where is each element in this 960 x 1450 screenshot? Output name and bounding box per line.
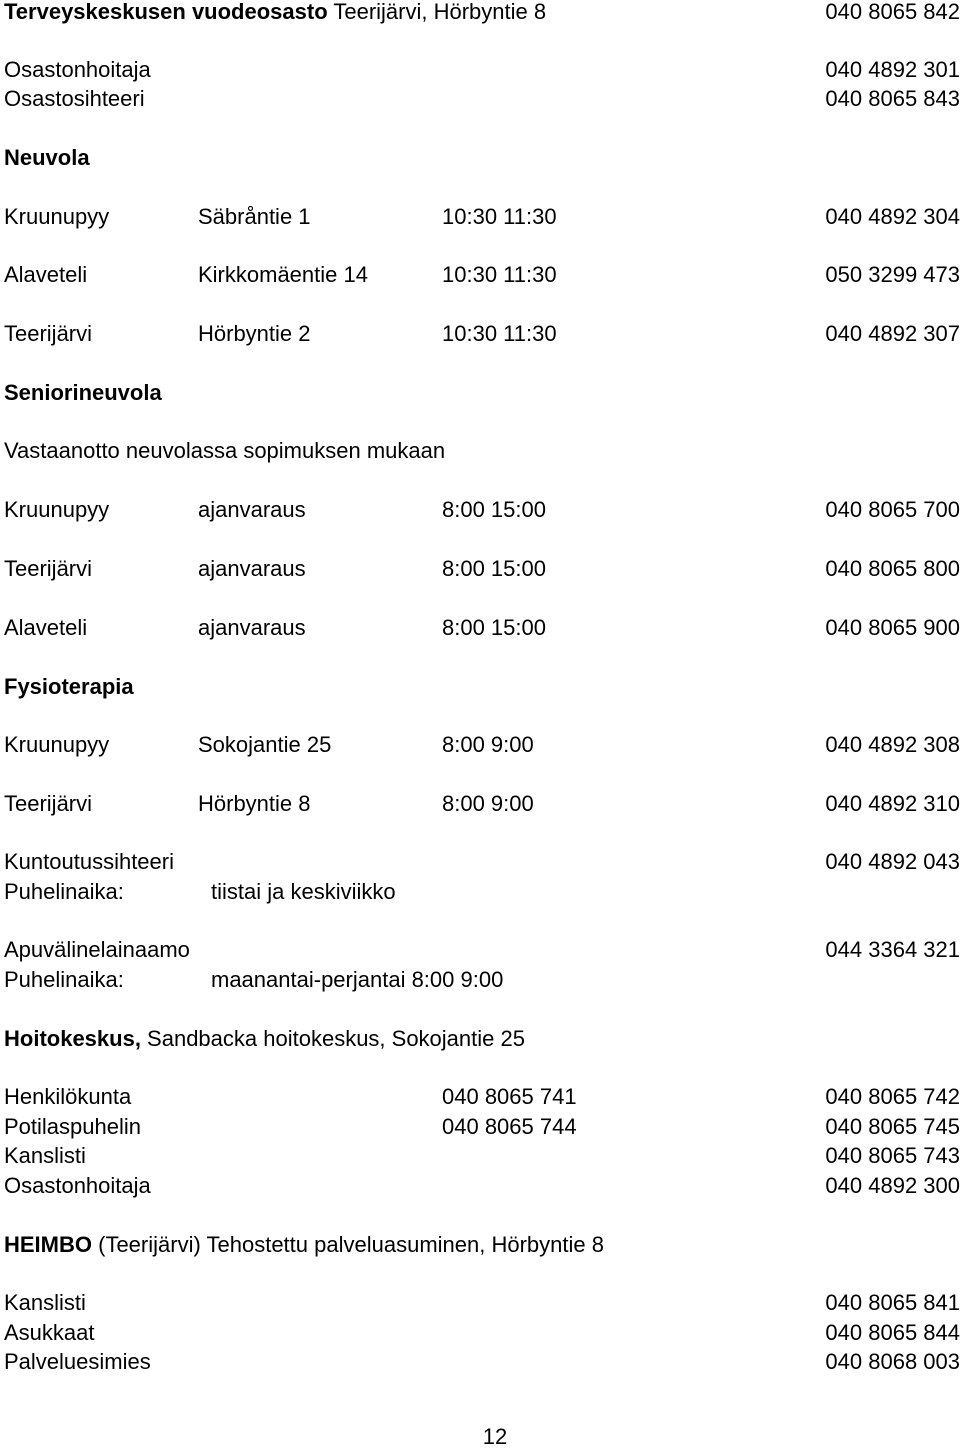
phone: 040 4892 308 bbox=[825, 732, 960, 757]
phone: 040 8065 900 bbox=[825, 615, 960, 640]
label: Potilaspuhelin bbox=[4, 1114, 141, 1139]
page-number: 12 bbox=[482, 1424, 508, 1449]
ward-phone: 040 8065 842 bbox=[825, 0, 960, 24]
table-row bbox=[4, 1320, 960, 1346]
table-row bbox=[4, 1084, 960, 1110]
opening-hours: 8:00 9:00 bbox=[442, 791, 534, 816]
opening-hours: 10:30 11:30 bbox=[442, 204, 557, 229]
address: ajanvaraus bbox=[198, 615, 306, 640]
hours-value: tiistai ja keskiviikko bbox=[211, 879, 396, 904]
table-row bbox=[4, 262, 960, 288]
phone-2: 040 8065 745 bbox=[825, 1114, 960, 1139]
label: Palveluesimies bbox=[4, 1349, 151, 1374]
label: Kanslisti bbox=[4, 1143, 86, 1168]
phone: 040 8065 800 bbox=[825, 556, 960, 581]
label: Asukkaat bbox=[4, 1320, 95, 1345]
section-heading-neuvola: Neuvola bbox=[4, 145, 90, 170]
ward-heading bbox=[4, 0, 960, 25]
ward-name: Terveyskeskusen vuodeosasto bbox=[4, 0, 328, 24]
table-row bbox=[4, 204, 960, 230]
place: Kruunupyy bbox=[4, 204, 110, 229]
place: Kruunupyy bbox=[4, 497, 110, 522]
phone: 040 4892 304 bbox=[825, 204, 960, 229]
hours-value: maanantai-perjantai 8:00 9:00 bbox=[211, 967, 504, 992]
phone: 040 4892 310 bbox=[825, 791, 960, 816]
phone: 040 8065 841 bbox=[825, 1290, 960, 1315]
seniorineuvola-note: Vastaanotto neuvolassa sopimuksen mukaan bbox=[4, 438, 446, 463]
ward-address: Teerijärvi, Hörbyntie 8 bbox=[333, 0, 547, 24]
phone-2: 040 8065 743 bbox=[825, 1143, 960, 1168]
opening-hours: 8:00 9:00 bbox=[442, 732, 534, 757]
opening-hours: 8:00 15:00 bbox=[442, 556, 546, 581]
table-row bbox=[4, 497, 960, 523]
opening-hours: 8:00 15:00 bbox=[442, 497, 546, 522]
label: Osastonhoitaja bbox=[4, 1173, 151, 1198]
equipment-hours-row bbox=[4, 967, 960, 993]
table-row bbox=[4, 791, 960, 817]
section-heading-seniorineuvola: Seniorineuvola bbox=[4, 380, 162, 405]
address: Hörbyntie 2 bbox=[198, 321, 311, 346]
section-heading-fysioterapia: Fysioterapia bbox=[4, 674, 134, 699]
secretary-label: Kuntoutussihteeri bbox=[4, 849, 174, 874]
phone: 040 8068 003 bbox=[825, 1349, 960, 1374]
opening-hours: 10:30 11:30 bbox=[442, 262, 557, 287]
secretary-hours-row bbox=[4, 879, 960, 905]
phone: 040 8065 844 bbox=[825, 1320, 960, 1345]
opening-hours: 8:00 15:00 bbox=[442, 615, 546, 640]
table-row bbox=[4, 1290, 960, 1316]
phone-1: 040 8065 741 bbox=[442, 1084, 577, 1109]
address: ajanvaraus bbox=[198, 556, 306, 581]
label: Kanslisti bbox=[4, 1290, 86, 1315]
phone: 050 3299 473 bbox=[825, 262, 960, 287]
ward-staff-phone: 040 8065 843 bbox=[825, 86, 960, 111]
phone-2: 040 8065 742 bbox=[825, 1084, 960, 1109]
phone: 040 8065 700 bbox=[825, 497, 960, 522]
table-row bbox=[4, 556, 960, 582]
place: Teerijärvi bbox=[4, 556, 93, 581]
place: Alaveteli bbox=[4, 262, 88, 287]
ward-staff-label: Osastosihteeri bbox=[4, 86, 145, 111]
ward-staff-row bbox=[4, 86, 960, 112]
secretary-row bbox=[4, 849, 960, 875]
secretary-phone: 040 4892 043 bbox=[825, 849, 960, 874]
place: Alaveteli bbox=[4, 615, 88, 640]
phone-1: 040 8065 744 bbox=[442, 1114, 577, 1139]
equipment-row bbox=[4, 937, 960, 963]
equipment-label: Apuvälinelainaamo bbox=[4, 937, 190, 962]
heimbo-title-rest: (Teerijärvi) Tehostettu palveluasuminen, Hörbyntie 8 bbox=[92, 1232, 604, 1257]
address: Kirkkomäentie 14 bbox=[198, 262, 368, 287]
ward-staff-label: Osastonhoitaja bbox=[4, 57, 151, 82]
table-row bbox=[4, 321, 960, 347]
equipment-phone: 044 3364 321 bbox=[825, 937, 960, 962]
phone-2: 040 4892 300 bbox=[825, 1173, 960, 1198]
hours-label: Puhelinaika: bbox=[4, 967, 124, 992]
place: Teerijärvi bbox=[4, 791, 93, 816]
table-row bbox=[4, 1114, 960, 1140]
hoitokeskus-title-rest: Sandbacka hoitokeskus, Sokojantie 25 bbox=[140, 1026, 525, 1051]
table-row bbox=[4, 615, 960, 641]
table-row bbox=[4, 1349, 960, 1375]
hoitokeskus-title-bold: Hoitokeskus, bbox=[4, 1026, 141, 1051]
address: ajanvaraus bbox=[198, 497, 306, 522]
section-heading-heimbo bbox=[4, 1232, 960, 1258]
opening-hours: 10:30 11:30 bbox=[442, 321, 557, 346]
label: Henkilökunta bbox=[4, 1084, 132, 1109]
section-heading-hoitokeskus bbox=[4, 1026, 960, 1052]
place: Kruunupyy bbox=[4, 732, 110, 757]
heimbo-title-bold: HEIMBO bbox=[4, 1232, 92, 1257]
hours-label: Puhelinaika: bbox=[4, 879, 124, 904]
ward-staff-phone: 040 4892 301 bbox=[825, 57, 960, 82]
table-row bbox=[4, 1173, 960, 1199]
address: Säbråntie 1 bbox=[198, 204, 311, 229]
phone: 040 4892 307 bbox=[825, 321, 960, 346]
table-row bbox=[4, 732, 960, 758]
table-row bbox=[4, 1143, 960, 1169]
place: Teerijärvi bbox=[4, 321, 93, 346]
address: Sokojantie 25 bbox=[198, 732, 332, 757]
ward-staff-row bbox=[4, 57, 960, 83]
address: Hörbyntie 8 bbox=[198, 791, 311, 816]
